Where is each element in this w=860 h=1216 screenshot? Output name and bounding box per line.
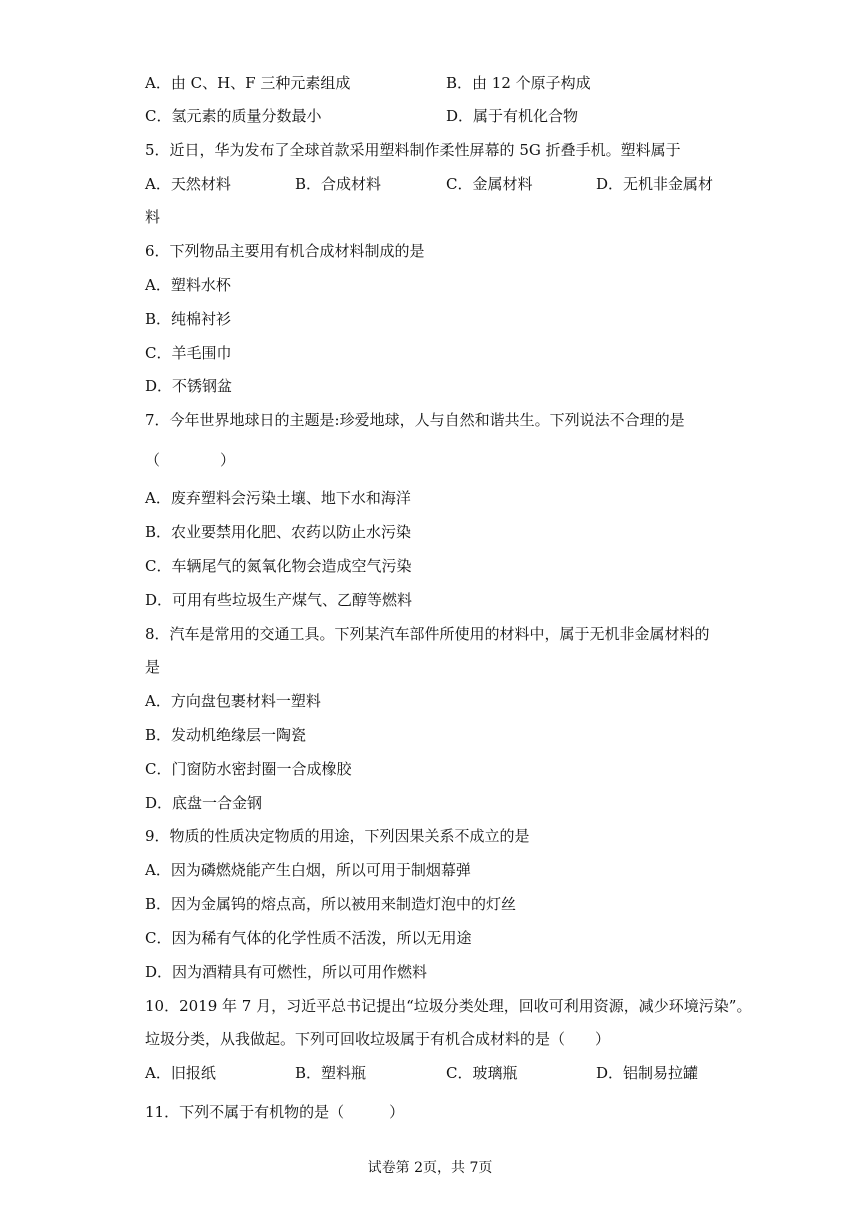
q7-stem: 7．今年世界地球日的主题是:珍爱地球，人与自然和谐共生。下列说法不合理的是: [145, 411, 685, 429]
q6-option-c: C．羊毛围巾: [145, 344, 232, 362]
q5-option-b: B．合成材料: [295, 175, 382, 193]
q8-option-c: C．门窗防水密封圈一合成橡胶: [145, 760, 352, 778]
q4-option-a: A．由 C、H、F 三种元素组成: [145, 74, 351, 92]
q8-stem-continued: 是: [145, 658, 161, 676]
q7-option-b: B．农业要禁用化肥、农药以防止水污染: [145, 523, 412, 541]
q9-option-a: A．因为磷燃烧能产生白烟，所以可用于制烟幕弹: [145, 861, 471, 879]
q7-option-a: A．废弃塑料会污染土壤、地下水和海洋: [145, 489, 411, 507]
q5-option-a: A．天然材料: [145, 175, 231, 193]
q7-option-d: D．可用有些垃圾生产煤气、乙醇等燃料: [145, 591, 413, 609]
q10-stem: 10．2019 年 7 月，习近平总书记提出“垃圾分类处理，回收可利用资源，减少环境污染”。: [145, 997, 752, 1015]
q9-option-d: D．因为酒精具有可燃性，所以可用作燃料: [145, 963, 428, 981]
q10-stem-continued: 垃圾分类，从我做起。下列可回收垃圾属于有机合成材料的是（ ）: [145, 1030, 611, 1048]
q6-option-a: A．塑料水杯: [145, 276, 231, 294]
q5-option-d: D．无机非金属材: [596, 175, 714, 193]
page-number-footer: 试卷第 2页，共 7页: [367, 1160, 493, 1176]
q11-stem: 11．下列不属于有机物的是（ ）: [145, 1103, 405, 1121]
q9-option-c: C．因为稀有气体的化学性质不活泼，所以无用途: [145, 929, 472, 947]
q8-stem: 8．汽车是常用的交通工具。下列某汽车部件所使用的材料中，属于无机非金属材料的: [145, 625, 710, 643]
q5-option-c: C．金属材料: [446, 175, 533, 193]
q9-option-b: B．因为金属钨的熔点高，所以被用来制造灯泡中的灯丝: [145, 895, 517, 913]
q10-option-a: A．旧报纸: [145, 1064, 216, 1082]
q6-option-d: D．不锈钢盆: [145, 377, 233, 395]
q7-answer-blank: （ ）: [145, 451, 236, 469]
q6-stem: 6．下列物品主要用有机合成材料制成的是: [145, 242, 425, 260]
q10-option-d: D．铝制易拉罐: [596, 1064, 699, 1082]
q7-option-c: C．车辆尾气的氮氧化物会造成空气污染: [145, 557, 412, 575]
q5-option-d-continued: 料: [145, 208, 161, 226]
q5-stem: 5．近日，华为发布了全球首款采用塑料制作柔性屏幕的 5G 折叠手机。塑料属于: [145, 141, 681, 159]
q8-option-d: D．底盘一合金钢: [145, 794, 263, 812]
q10-option-b: B．塑料瓶: [295, 1064, 367, 1082]
q4-option-c: C．氢元素的质量分数最小: [145, 107, 322, 125]
q8-option-b: B．发动机绝缘层一陶瓷: [145, 726, 307, 744]
q10-option-c: C．玻璃瓶: [446, 1064, 518, 1082]
q8-option-a: A．方向盘包裹材料一塑料: [145, 692, 321, 710]
q6-option-b: B．纯棉衬衫: [145, 310, 232, 328]
q9-stem: 9．物质的性质决定物质的用途，下列因果关系不成立的是: [145, 827, 530, 845]
q4-option-b: B．由 12 个原子构成: [446, 74, 591, 92]
q4-option-d: D．属于有机化合物: [446, 107, 579, 125]
